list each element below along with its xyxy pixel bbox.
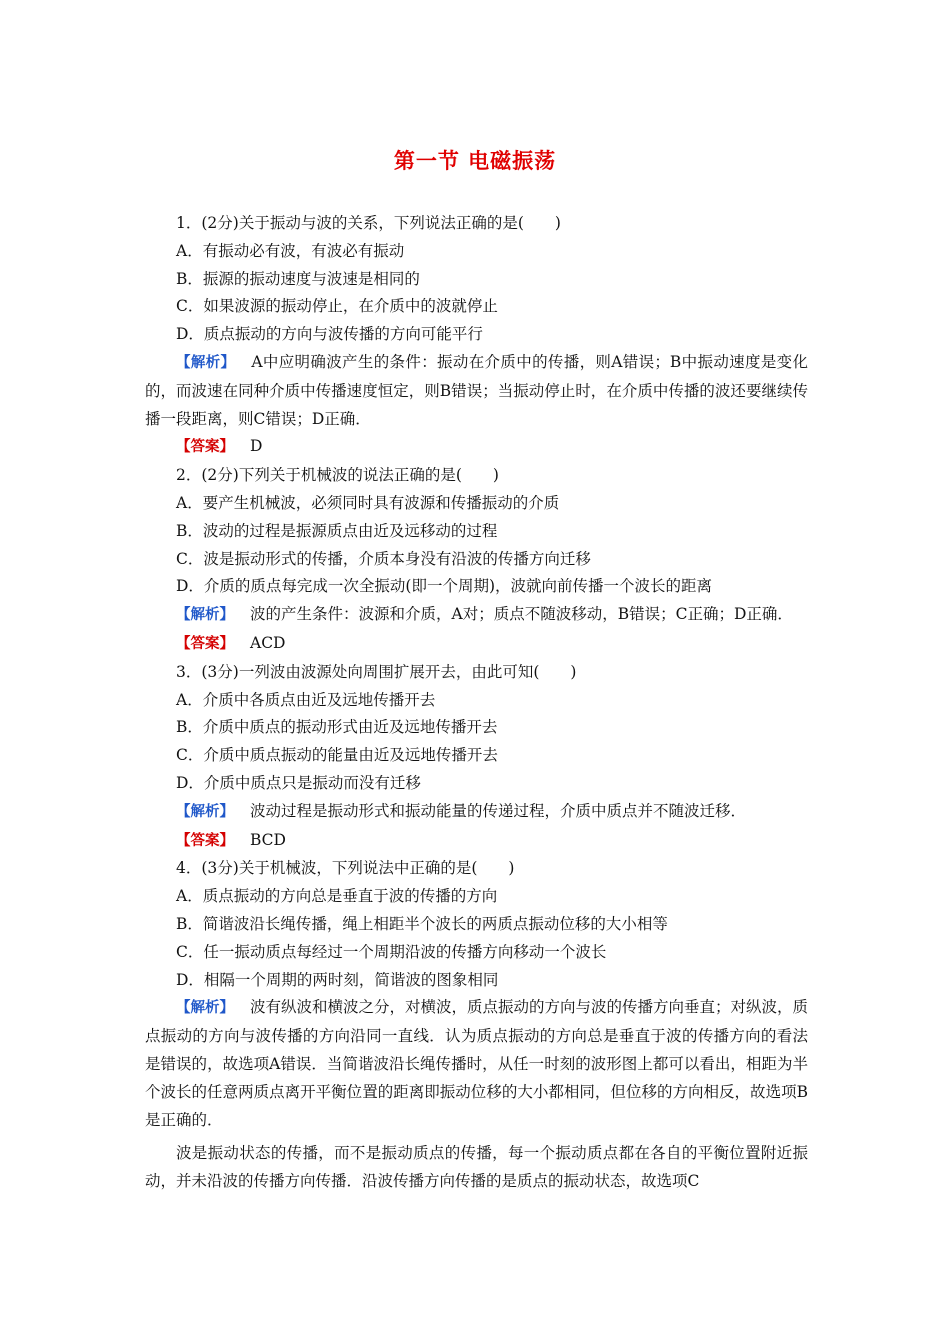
option-c: C．波是振动形式的传播，介质本身没有沿波的传播方向迁移 — [176, 549, 591, 568]
option-a: A．要产生机械波，必须同时具有波源和传播振动的介质 — [176, 493, 560, 512]
answer-text: BCD — [250, 830, 286, 849]
analysis-label: 【解析】 — [176, 803, 234, 820]
analysis-label: 【解析】 — [176, 354, 236, 371]
question-1 — [145, 210, 808, 462]
answer-block — [145, 433, 808, 462]
option-b: B．波动的过程是振源质点由近及远移动的过程 — [176, 521, 498, 540]
page-title: 第一节 电磁振荡 — [393, 149, 557, 173]
question-4 — [145, 855, 808, 1196]
analysis-text: 波有纵波和横波之分，对横波，质点振动的方向与波的传播方向垂直；对纵波，质点振动的方向与波传播的方向沿同一直线．认为质点振动的方向总是垂直于波的传播方向的看法是错误的，故选项A错误．当简谐波沿长绳传播时，从任一时刻的波形图上都可以看出，相距为半个波长的任意两质点离开平衡位置的距离即振动位移的大小都相同，但位移的方向相反，故选项B是正确的． — [145, 998, 809, 1129]
analysis-label: 【解析】 — [176, 607, 234, 624]
answer-text: D — [250, 437, 263, 456]
answer-label: 【答案】 — [176, 439, 234, 456]
analysis-text: A中应明确波产生的条件：振动在介质中的传播，则A错误；B中振动速度是变化的，而波速在同种介质中传播速度恒定，则B错误；当振动停止时，在介质中传播的波还要继续传播一段距离，则C错误；D正确． — [145, 352, 809, 428]
option-a: A．介质中各质点由近及远地传播开去 — [176, 690, 436, 709]
question-stem: 4．(3分)关于机械波，下列说法中正确的是( ) — [176, 859, 515, 878]
option-c: C．任一振动质点每经过一个周期沿波的传播方向移动一个波长 — [176, 942, 607, 961]
option-b: B．简谐波沿长绳传播，绳上相距半个波长的两质点振动位移的大小相等 — [176, 914, 668, 933]
option-b: B．振源的振动速度与波速是相同的 — [176, 269, 420, 288]
answer-label: 【答案】 — [176, 635, 234, 652]
question-3 — [145, 659, 808, 856]
analysis-block — [145, 349, 808, 433]
option-a: A．质点振动的方向总是垂直于波的传播的方向 — [176, 887, 498, 906]
analysis-block — [145, 601, 808, 630]
analysis-text: 波的产生条件：波源和介质，A对；质点不随波移动，B错误；C正确；D正确． — [250, 605, 793, 624]
answer-block — [145, 827, 808, 856]
option-d: D．介质中质点只是振动而没有迁移 — [176, 773, 421, 792]
analysis-text: 波动过程是振动形式和振动能量的传递过程，介质中质点并不随波迁移． — [250, 801, 747, 820]
answer-label: 【答案】 — [176, 832, 234, 849]
question-stem: 2．(2分)下列关于机械波的说法正确的是( ) — [176, 466, 499, 485]
option-d: D．介质的质点每完成一次全振动(即一个周期)，波就向前传播一个波长的距离 — [176, 577, 713, 596]
option-c: C．如果波源的振动停止，在介质中的波就停止 — [176, 297, 498, 316]
answer-text: ACD — [250, 633, 286, 652]
analysis-block — [145, 798, 808, 827]
analysis-label: 【解析】 — [176, 1000, 234, 1017]
option-c: C．介质中质点振动的能量由近及远地传播开去 — [176, 746, 498, 765]
question-2 — [145, 462, 808, 659]
question-stem: 3．(3分)一列波由波源处向周围扩展开去，由此可知( ) — [176, 662, 577, 681]
answer-block — [145, 630, 808, 659]
analysis-continuation: 波是振动状态的传播，而不是振动质点的传播，每一个振动质点都在各自的平衡位置附近振动，并未沿波的传播方向传播．沿波传播方向传播的是质点的振动状态，故选项C — [145, 1144, 808, 1191]
question-stem: 1．(2分)关于振动与波的关系，下列说法正确的是( ) — [176, 214, 561, 232]
option-b: B．介质中质点的振动形式由近及远地传播开去 — [176, 718, 498, 737]
analysis-block — [145, 994, 808, 1134]
option-d: D．相隔一个周期的两时刻，简谐波的图象相同 — [176, 970, 499, 989]
question-list — [145, 210, 808, 1196]
option-a: A．有振动必有波，有波必有振动 — [176, 241, 405, 260]
option-d: D．质点振动的方向与波传播的方向可能平行 — [176, 325, 483, 344]
